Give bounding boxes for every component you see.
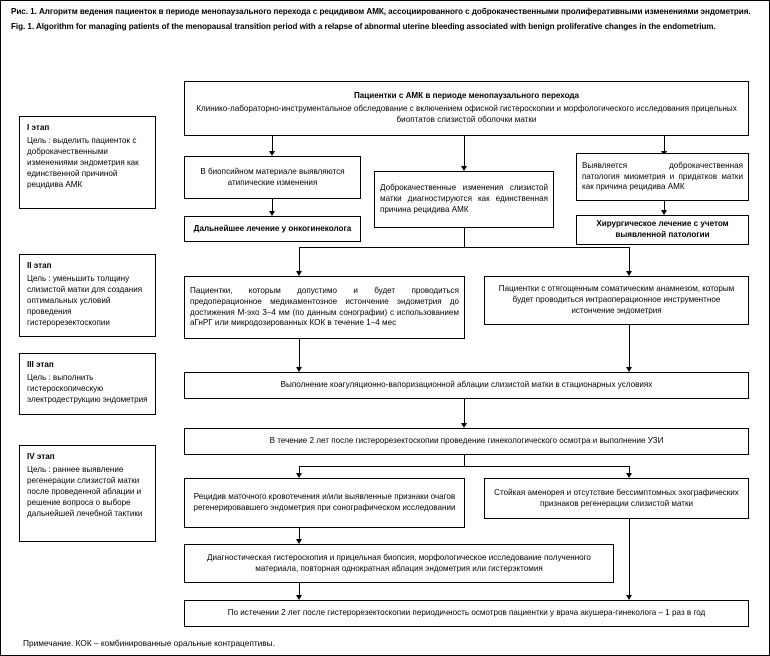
figure-caption-ru: Рис. 1. Алгоритм ведения пациенток в периоде менопаузального перехода с рецидивом АМК, ассоциированного с доброкачественными пролиферативными изменениями эндометрия. xyxy=(11,7,751,16)
node-atypia-text: В биопсийном материале выявляются атипические изменения xyxy=(200,166,345,187)
node-stable-amenorrhea xyxy=(484,478,749,519)
connector-benign-right-drop xyxy=(629,247,630,273)
stage-title-4: IV этап xyxy=(27,452,55,461)
stage-box-4 xyxy=(19,445,156,542)
stage-text-1: Цель : выделить пациенток с доброкачественными изменениями эндометрия как единственной причиной рецидива АМК xyxy=(27,136,139,189)
stage-text-2: Цель : уменьшить толщину слизистой матки для создания оптимальных условий проведения гистерорезектоскопии xyxy=(27,274,143,327)
node-stable-amenorrhea-text: Стойкая аменорея и отсутствие бессимптомных эхографических признаков регенерации слизистой матки xyxy=(494,487,739,508)
node-benign-text: Доброкачественные изменения слизистой матки диагностируются как единственная причина рецидива АМК xyxy=(380,183,548,214)
node-atypia xyxy=(184,156,361,199)
stage-box-3 xyxy=(19,353,156,415)
node-onco-treatment-text: Дальнейшее лечение у онкогинеколога xyxy=(193,223,352,233)
figure-note: Примечание. КОК – комбинированные оральные контрацептивы. xyxy=(23,638,275,648)
node-medication-thinning xyxy=(184,276,465,339)
stage-text-3: Цель : выполнить гистероскопическую электродеструкцию эндометрия xyxy=(27,373,148,404)
node-surgical-treatment xyxy=(576,215,749,245)
stage-box-2 xyxy=(19,254,156,337)
connector-followup-down xyxy=(464,455,465,466)
node-onco-treatment xyxy=(184,216,361,242)
node-ablation xyxy=(184,372,749,399)
node-final-annual-checkup-text: По истечении 2 лет после гистерорезектоскопии периодичность осмотров пациентки у врача акушера-гинеколога – 1 раз в год xyxy=(227,608,706,618)
node-intraoperative-thinning xyxy=(484,276,749,325)
connector-ablation-to-followup xyxy=(464,399,465,425)
node-relapse-signs xyxy=(184,478,465,528)
node-surgical-treatment-text: Хирургическое лечение с учетом выявленной патологии xyxy=(596,219,729,239)
node-myoma xyxy=(576,153,749,201)
node-top-patients xyxy=(184,81,749,136)
node-top-patients-body: Клинико-лабораторно-инструментальное обследование с включением офисной гистероскопии и морфологического исследования прицельных биоптатов слизистой оболочки матки xyxy=(196,104,737,124)
node-myoma-text: Выявляется доброкачественная патология миометрия и придатков матки как причина рецидива АМК xyxy=(582,160,743,192)
connector-intraop-to-ablation xyxy=(629,325,630,369)
stage-title-2: II этап xyxy=(27,261,52,270)
node-intraoperative-thinning-text: Пациентки с отягощенным соматическим анамнезом, которым будет проводиться интраоперационное инструментное истончение эндометрия xyxy=(498,284,735,315)
node-followup-2years-text: В течение 2 лет после гистерорезектоскопии проведение гинекологического осмотра и выполнение УЗИ xyxy=(269,436,664,446)
stage-box-1 xyxy=(19,116,156,209)
figure-caption-en: Fig. 1. Algorithm for managing patients of the menopausal transition period with a relapse of abnormal uterine bleeding associated with benign proliferative changes in the endometrium. xyxy=(11,21,716,31)
connector-benign-left-drop xyxy=(299,247,300,273)
node-final-annual-checkup xyxy=(184,600,749,627)
connector-amenorrhea-to-final xyxy=(629,519,630,597)
stage-title-3: III этап xyxy=(27,360,54,369)
connector-followup-split xyxy=(299,466,629,467)
node-benign xyxy=(374,171,554,228)
connector-benign-split xyxy=(299,247,629,248)
connector-benign-down xyxy=(464,228,465,247)
node-diagnostic-hysteroscopy xyxy=(184,544,614,583)
connector-top-to-benign xyxy=(464,136,465,168)
node-relapse-signs-text: Рецидив маточного кровотечения и/или выявленные признаки очагов регенерировавшего эндометрия при сонографическом исследовании xyxy=(193,492,456,512)
stage-title-1: I этап xyxy=(27,123,50,132)
figure-caption xyxy=(11,7,759,32)
stage-text-4: Цель : раннее выявление регенерации слизистой матки после проведенной аблации и решение вопроса о выборе дальнейшей лечебной тактики xyxy=(27,465,143,518)
node-ablation-text: Выполнение коагуляционно-вапоризационной аблации слизистой матки в стационарных условиях xyxy=(280,380,653,390)
node-top-patients-title: Пациентки с АМК в периоде менопаузального перехода xyxy=(353,91,580,101)
node-followup-2years xyxy=(184,428,749,455)
node-diagnostic-hysteroscopy-text: Диагностическая гистероскопия и прицельная биопсия, морфологическое исследование полученного материала, повторная однократная аблация эндометрия или гистерэктомия xyxy=(207,552,591,573)
connector-medic-to-ablation xyxy=(299,339,300,369)
node-medication-thinning-text: Пациентки, которым допустимо и будет проводиться предоперационное медикаментозное истончение эндометрия до достижения М-эхо 3–4 мм (по данным сонографии) с использованием аГнРГ или микродозированных КОК в течение 1–4 мес xyxy=(190,286,459,328)
